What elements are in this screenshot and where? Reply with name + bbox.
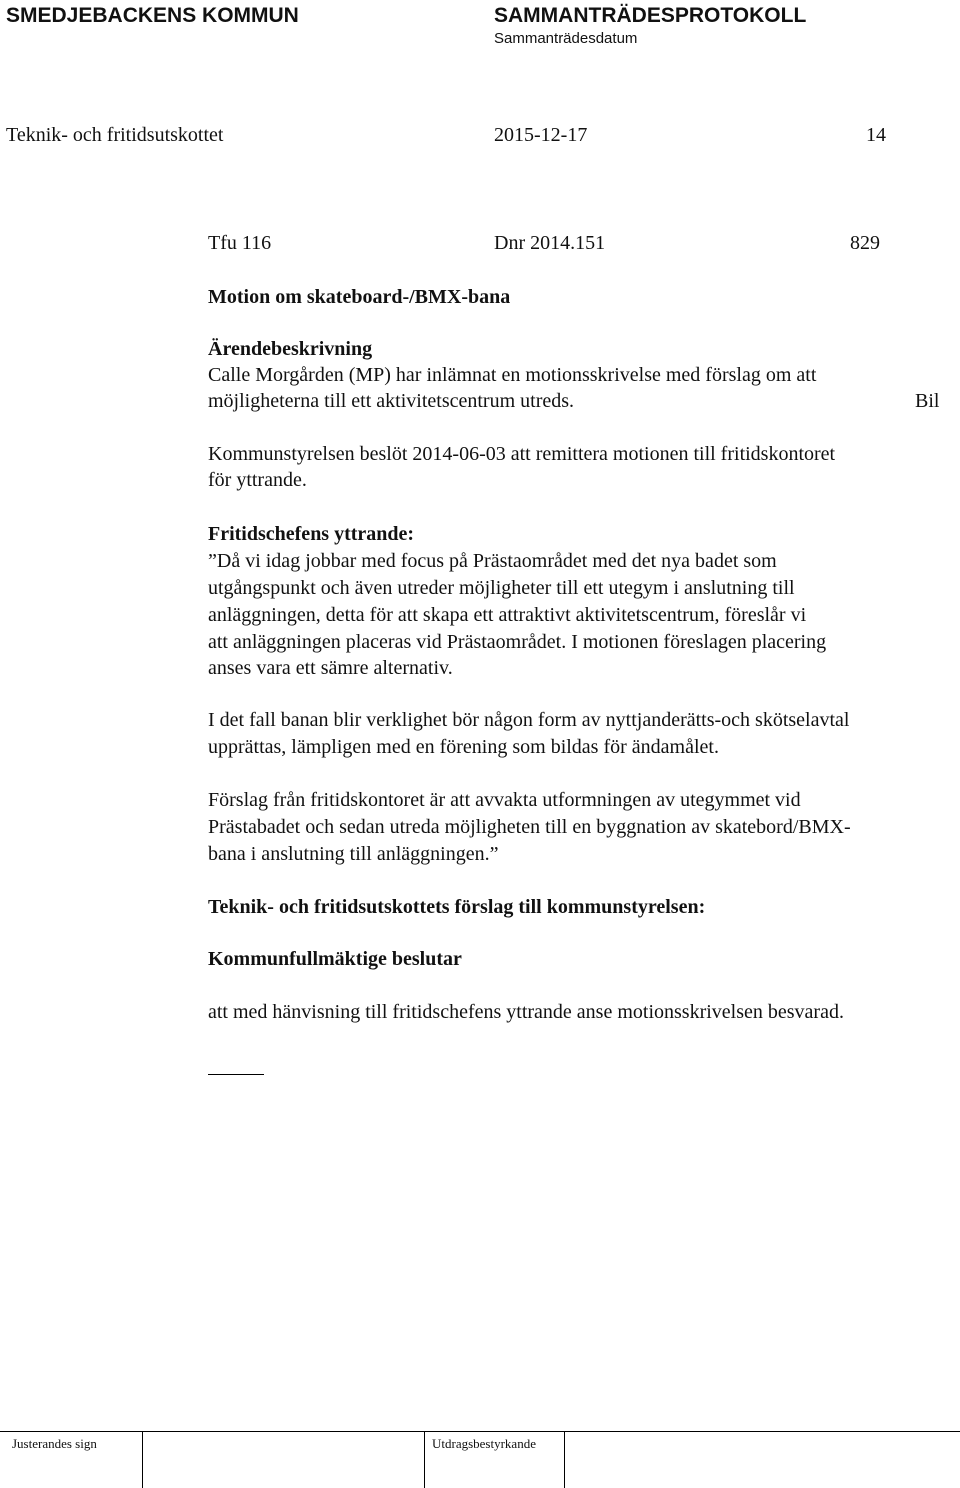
- statement-line: Prästabadet och sedan utreda möjligheten till en byggnation av skatebord/BMX-: [208, 816, 851, 838]
- municipality-name: SMEDJEBACKENS KOMMUN: [6, 4, 299, 27]
- statement-line: upprättas, lämpligen med en förening som bildas för ändamålet.: [208, 736, 719, 758]
- statement-line: bana i anslutning till anläggningen.”: [208, 843, 499, 865]
- footer-divider: [564, 1431, 565, 1488]
- protocol-title: SAMMANTRÄDESPROTOKOLL: [494, 4, 807, 27]
- item-title: Motion om skateboard-/BMX-bana: [208, 286, 511, 308]
- description-line: möjligheterna till ett aktivitetscentrum utreds.: [208, 390, 575, 412]
- proposal-heading: Teknik- och fritidsutskottets förslag till kommunstyrelsen:: [208, 896, 706, 918]
- meeting-date-label: Sammanträdesdatum: [494, 30, 638, 47]
- page-number: 14: [866, 124, 886, 146]
- certified-label: Utdragsbestyrkande: [432, 1436, 536, 1451]
- description-line: Calle Morgården (MP) har inlämnat en motionsskrivelse med förslag om att: [208, 364, 817, 386]
- statement-line: Förslag från fritidskontoret är att avvakta utformningen av utegymmet vid: [208, 789, 801, 811]
- decision-subheading: Kommunfullmäktige beslutar: [208, 948, 462, 970]
- statement-line: ”Då vi idag jobbar med focus på Prästaområdet med det nya badet som: [208, 550, 777, 572]
- description-heading: Ärendebeskrivning: [208, 338, 373, 360]
- statement-line: anläggningen, detta för att skapa ett attraktivt aktivitetscentrum, föreslår vi: [208, 604, 807, 626]
- statement-line: I det fall banan blir verklighet bör någon form av nyttjanderätts-och skötselavtal: [208, 709, 850, 731]
- statement-heading: Fritidschefens yttrande:: [208, 523, 415, 545]
- end-rule: [208, 1074, 264, 1075]
- statement-line: att anläggningen placeras vid Prästaområdet. I motionen föreslagen placering: [208, 631, 827, 653]
- item-code: 829: [850, 232, 880, 254]
- description-line: för yttrande.: [208, 469, 307, 491]
- signers-label: Justerandes sign: [12, 1436, 97, 1451]
- meeting-date: 2015-12-17: [494, 124, 588, 146]
- footer-divider: [142, 1431, 143, 1488]
- item-number: Tfu 116: [208, 232, 272, 254]
- decision-text: att med hänvisning till fritidschefens yttrande anse motionsskrivelsen besvarad.: [208, 1001, 844, 1023]
- footer-divider: [0, 1431, 960, 1432]
- statement-line: utgångspunkt och även utreder möjligheter till ett utegym i anslutning till: [208, 577, 795, 599]
- committee-name: Teknik- och fritidsutskottet: [6, 124, 224, 146]
- statement-line: anses vara ett sämre alternativ.: [208, 657, 453, 679]
- diary-number: Dnr 2014.151: [494, 232, 606, 254]
- description-line: Kommunstyrelsen beslöt 2014-06-03 att remittera motionen till fritidskontoret: [208, 443, 836, 465]
- footer-divider: [424, 1431, 425, 1488]
- attachment-marker: Bil: [915, 390, 940, 412]
